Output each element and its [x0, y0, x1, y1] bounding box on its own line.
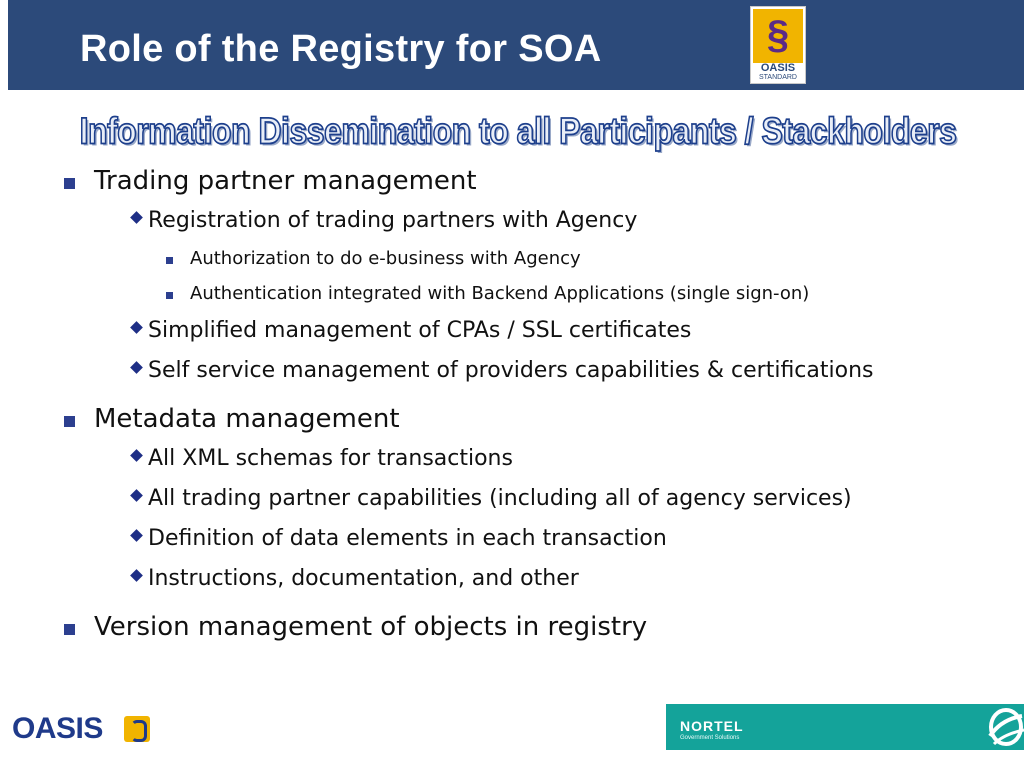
- sub-bullet-item: All trading partner capabilities (including all of agency services): [148, 486, 852, 511]
- sub-bullet-item: Self service management of providers capabilities & certifications: [148, 358, 874, 383]
- diamond-bullet-icon: [130, 321, 143, 334]
- square-bullet-icon: [64, 416, 75, 427]
- oasis-logo-icon: [124, 716, 150, 742]
- sub-bullet-item: Simplified management of CPAs / SSL certificates: [148, 318, 692, 343]
- diamond-bullet-icon: [130, 569, 143, 582]
- nortel-footer-banner: [666, 704, 1024, 750]
- sub-sub-bullet-item: Authorization to do e-business with Agency: [190, 248, 581, 269]
- nortel-logo-text: NORTEL: [680, 718, 744, 734]
- diamond-bullet-icon: [130, 489, 143, 502]
- slide-title: Role of the Registry for SOA: [80, 28, 602, 70]
- bullet-item: Metadata management: [94, 404, 400, 434]
- diamond-bullet-icon: [130, 449, 143, 462]
- nortel-globe-icon: [984, 706, 1024, 748]
- square-bullet-icon: [64, 178, 75, 189]
- sub-bullet-item: Instructions, documentation, and other: [148, 566, 579, 591]
- oasis-badge-name: OASIS: [760, 62, 796, 74]
- oasis-logo-text: OASIS: [12, 712, 103, 745]
- small-square-bullet-icon: [166, 257, 173, 264]
- sub-bullet-item: Registration of trading partners with Agency: [148, 208, 638, 233]
- bullet-item: Version management of objects in registry: [94, 612, 648, 642]
- diamond-bullet-icon: [130, 211, 143, 224]
- oasis-badge-standard: STANDARD: [759, 74, 797, 81]
- sub-sub-bullet-item: Authentication integrated with Backend Applications (single sign-on): [190, 283, 810, 304]
- diamond-bullet-icon: [130, 361, 143, 374]
- bullet-item: Trading partner management: [94, 166, 477, 196]
- diamond-bullet-icon: [130, 529, 143, 542]
- oasis-mark-icon: §: [766, 13, 790, 57]
- nortel-tagline: Government Solutions: [680, 735, 740, 741]
- sub-bullet-item: Definition of data elements in each transaction: [148, 526, 667, 551]
- sub-bullet-item: All XML schemas for transactions: [148, 446, 513, 471]
- square-bullet-icon: [64, 624, 75, 635]
- small-square-bullet-icon: [166, 292, 173, 299]
- slide-subtitle: Information Dissemination to all Participants / Stackholders: [79, 110, 957, 152]
